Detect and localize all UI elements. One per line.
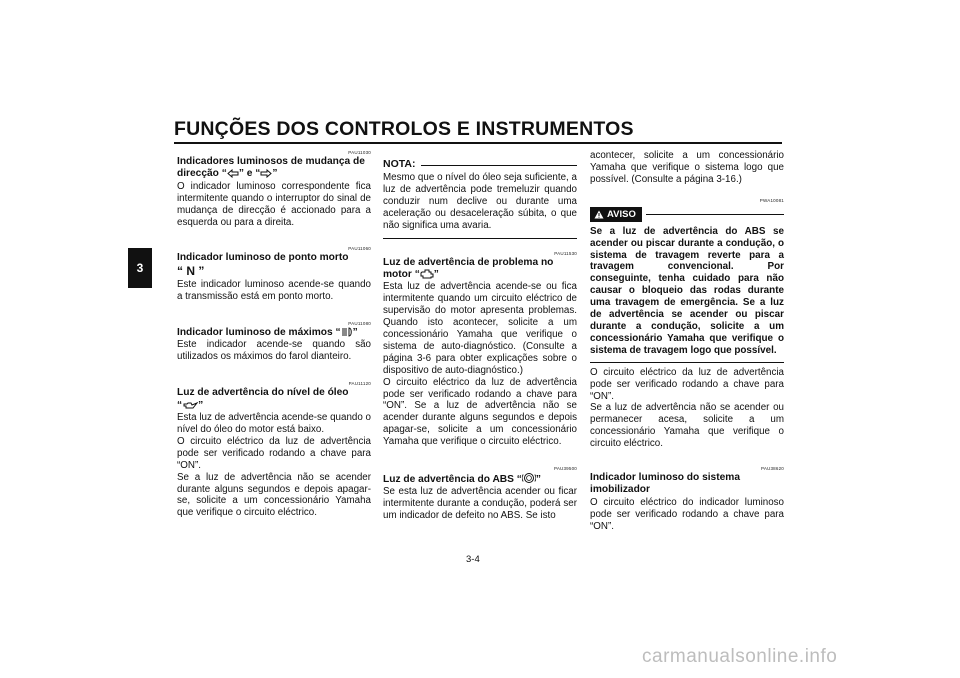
warning-badge: [590, 207, 642, 222]
abs-icon: [522, 472, 536, 484]
section-heading: Indicador luminoso de máximos “ ”: [177, 327, 358, 339]
reference-code: PAU11120: [348, 381, 371, 387]
high-beam-icon: [341, 327, 353, 337]
reference-code: PAU11530: [554, 250, 577, 256]
section-body: O circuito eléctrico da luz de advertência pode ser verificado rodando a chave para “ON”. Se a luz de advertência não se acender durante alguns segundos e depois apagar-se, solicite a um concessionário Yamaha que verifique o circuito eléctrico.: [383, 376, 577, 448]
section-heading: Luz de advertência do nível de óleo “ ”: [177, 387, 349, 411]
warning-rule: [646, 214, 784, 215]
neutral-symbol: “ N ”: [177, 263, 205, 278]
section-abs: [383, 466, 577, 522]
column-2: [383, 150, 577, 540]
note-rule: [421, 165, 577, 166]
section-heading: Luz de advertência do ABS “ ”: [383, 474, 541, 486]
column-1: [177, 150, 371, 537]
section-heading: Indicador luminoso de ponto morto “ N ”: [177, 252, 349, 278]
section-body: Se esta luz de advertência acender ou ficar intermitente durante a condução, poderá ser um indicador de defeito no ABS. Se isto: [383, 486, 577, 522]
column-3: [590, 150, 784, 551]
reference-code: PAU11030: [348, 150, 371, 155]
note-end-rule: [383, 238, 577, 239]
reference-code: PAU11060: [348, 246, 371, 252]
warning-label: AVISO: [607, 208, 636, 220]
section-body-continued: acontecer, solicite a um concessionário Yamaha que verifique o sistema logo que possível. (Consulte a página 3-16.): [590, 150, 784, 185]
section-body: Esta luz de advertência acende-se quando o nível do óleo do motor está baixo.: [177, 412, 371, 435]
watermark: carmanualsonline.info: [642, 646, 838, 667]
section-body: Se a luz de advertência não se acender ou permanecer acesa, solicite a um concessionário Yamaha que verifique o circuito eléctrico.: [590, 402, 784, 450]
reference-code: PAU39500: [553, 466, 577, 472]
warning-code: PWA10081: [759, 197, 784, 203]
section-neutral: [177, 246, 371, 303]
section-body: Este indicador acende-se quando são utilizados os máximos do farol dianteiro.: [177, 339, 371, 363]
chapter-tab: 3: [128, 248, 152, 288]
page-number: 3-4: [466, 554, 480, 565]
section-oil-level: [177, 381, 371, 519]
warning-end-rule: [590, 362, 784, 363]
section-heading: Indicadores luminosos de mudança de direcção “ ” e “ ”: [177, 156, 365, 180]
title-rule: [174, 142, 782, 144]
section-body: O circuito eléctrico da luz de advertência pode ser verificado rodando a chave para “ON”.: [590, 366, 784, 402]
section-heading: Indicador luminoso do sistema imobilizador: [590, 472, 741, 496]
warning-text: Se a luz de advertência do ABS se acender ou piscar durante a condução, o sistema de travagem reverte para a travagem convencional. Por conseguinte, tenha cuidado para não causar o bloqueio das rodas durante uma travagem de emergência. Se a luz de advertência se acender ou piscar durante a condução, solicite a um concessionário Yamaha que verifique o sistema de travagem logo que possível.: [590, 225, 784, 356]
section-body: Se a luz de advertência não se acender durante alguns segundos e depois apagar-se, solicite a um concessionário Yamaha que verifique o circuito eléctrico.: [177, 471, 371, 519]
section-immobilizer: [590, 466, 784, 533]
section-body: Esta luz de advertência acende-se ou fica intermitente quando um circuito eléctrico de supervisão do motor apresenta problemas. Quando isto acontecer, solicite a um concessionário Yamaha que verifique o sistema de auto-diagnóstico. (Consulte a página 3-6 para obter explicações sobre o dispositivo de auto-diagnóstico.): [383, 281, 577, 376]
section-body: O circuito eléctrico da luz de advertência pode ser verificado rodando a chave para “ON”.: [177, 435, 371, 471]
note-label: NOTA:: [383, 158, 416, 170]
section-body: Este indicador luminoso acende-se quando a transmissão está em ponto morto.: [177, 279, 371, 303]
section-body: O indicador luminoso correspondente fica intermitente quando o interruptor do sinal de mudança de direcção é accionado para a esquerda ou para a direita.: [177, 180, 371, 228]
turn-right-arrow-icon: [260, 169, 272, 178]
section-high-beam: [177, 321, 371, 363]
note-header: [383, 158, 577, 170]
reference-code: PAU11080: [348, 321, 371, 327]
section-engine-trouble: [383, 251, 577, 449]
engine-icon: [420, 269, 434, 279]
note-body: Mesmo que o nível do óleo seja suficiente, a luz de advertência pode tremeluzir quando conduzir num declive ou durante uma aceleração ou desaceleração súbita, o que não significa uma avaria.: [383, 172, 577, 231]
section-body: O circuito eléctrico do indicador luminoso pode ser verificado rodando a chave para “ON”.: [590, 496, 784, 532]
section-turn-signal: [177, 150, 371, 228]
turn-left-arrow-icon: [227, 169, 239, 178]
section-heading: Luz de advertência de problema no motor “ ”: [383, 256, 554, 280]
page-title: FUNÇÕES DOS CONTROLOS E INSTRUMENTOS: [174, 118, 634, 140]
warning-header: [590, 207, 784, 222]
oil-can-icon: [182, 401, 198, 410]
reference-code: PAU38620: [760, 466, 784, 472]
warning-triangle-icon: [594, 210, 604, 219]
